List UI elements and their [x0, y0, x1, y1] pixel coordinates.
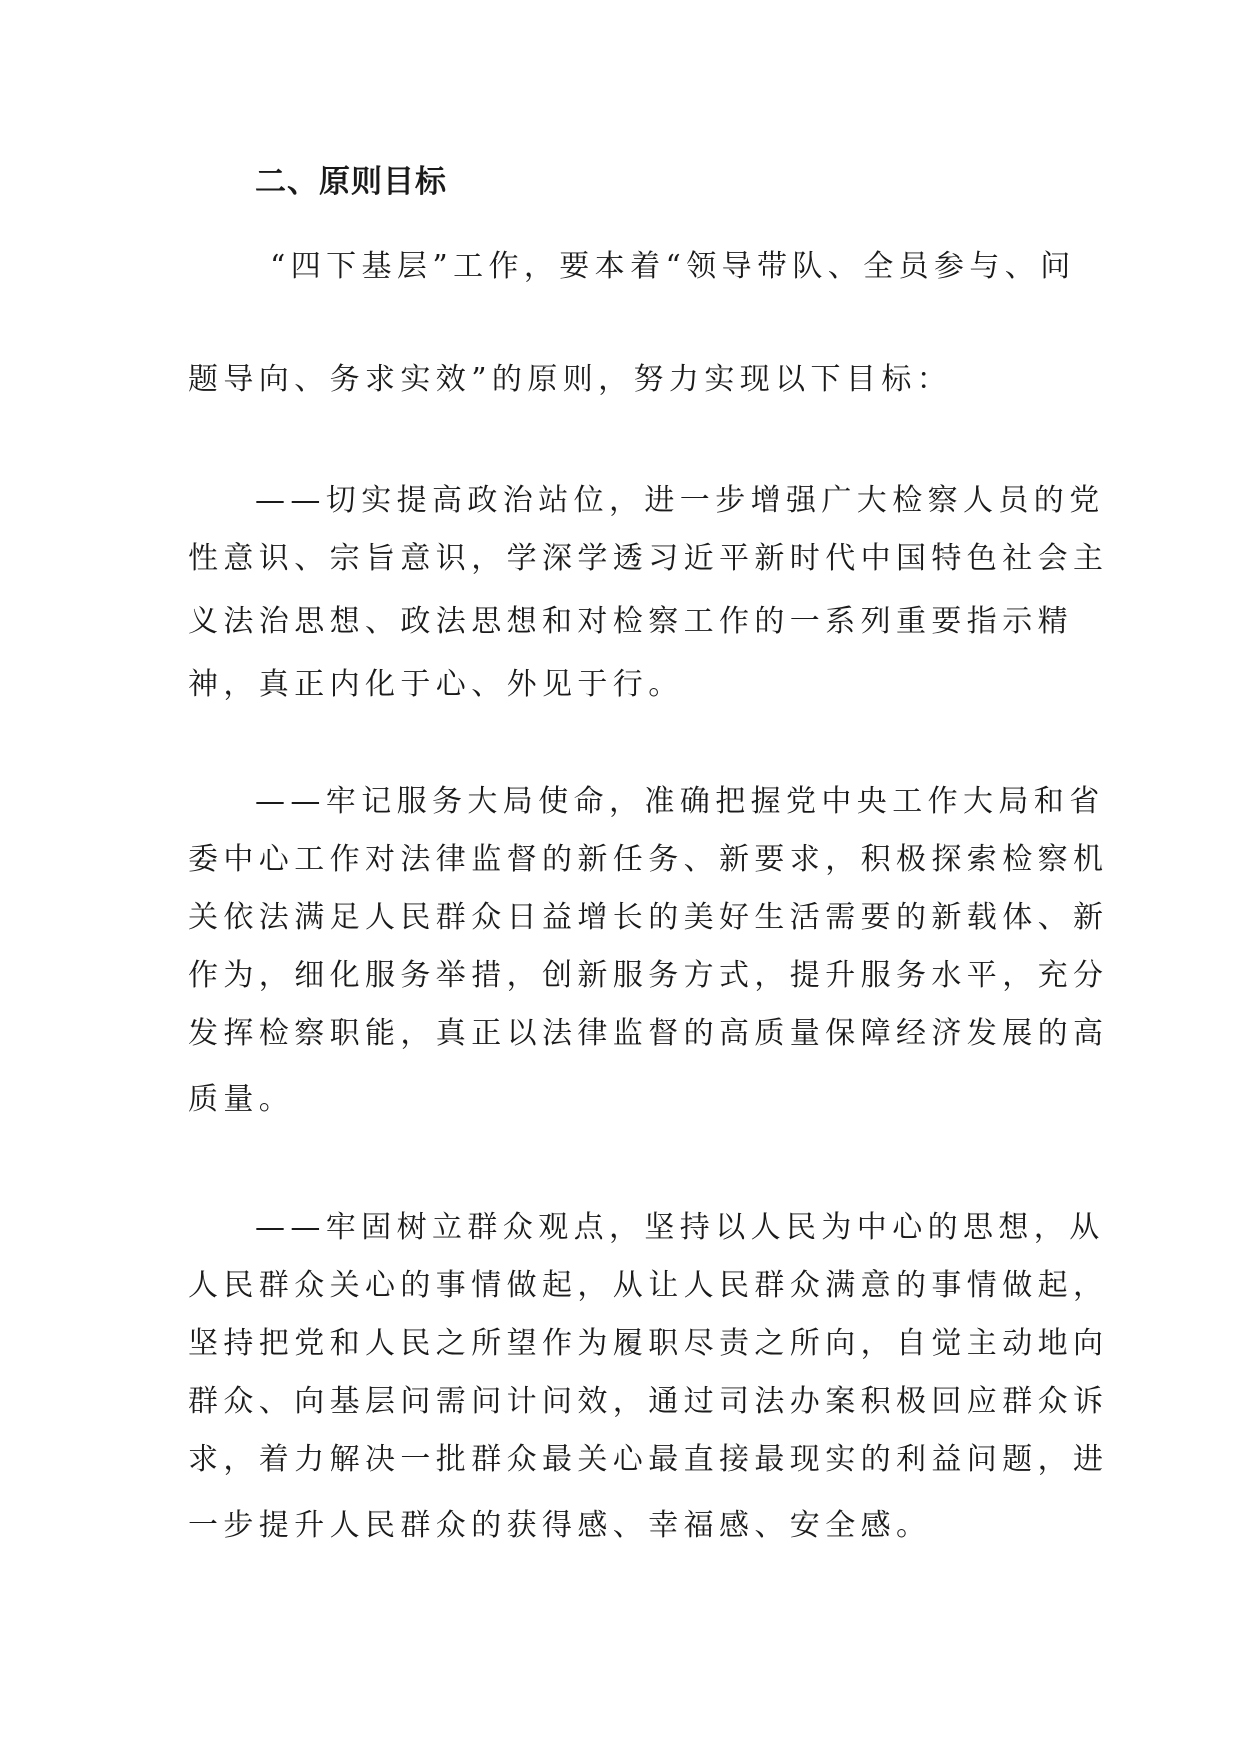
- paragraph-4-line-6: 一步提升人民群众的获得感、幸福感、安全感。: [188, 1508, 932, 1543]
- paragraph-1-line-2: 题导向、务求实效”的原则，努力实现以下目标：: [188, 362, 953, 397]
- paragraph-2-line-3: 义法治思想、政法思想和对检察工作的一系列重要指示精: [188, 604, 1073, 639]
- paragraph-3-line-6: 质量。: [188, 1082, 295, 1117]
- paragraph-2-line-2: 性意识、宗旨意识，学深学透习近平新时代中国特色社会主: [188, 541, 1109, 576]
- paragraph-4-line-5: 求，着力解决一批群众最关心最直接最现实的利益问题，进: [188, 1442, 1109, 1477]
- paragraph-1-line-1: “四下基层”工作，要本着“领导带队、全员参与、问: [270, 249, 1076, 284]
- paragraph-4-line-1: ——牢固树立群众观点，坚持以人民为中心的思想，从: [255, 1210, 1105, 1245]
- paragraph-3-line-4: 作为，细化服务举措，创新服务方式，提升服务水平，充分: [188, 958, 1109, 993]
- paragraph-4-line-2: 人民群众关心的事情做起，从让人民群众满意的事情做起，: [188, 1268, 1109, 1303]
- paragraph-3-line-1: ——牢记服务大局使命，准确把握党中央工作大局和省: [255, 784, 1105, 819]
- paragraph-3-line-3: 关依法满足人民群众日益增长的美好生活需要的新载体、新: [188, 900, 1109, 935]
- paragraph-3-line-5: 发挥检察职能，真正以法律监督的高质量保障经济发展的高: [188, 1016, 1109, 1051]
- paragraph-3-line-2: 委中心工作对法律监督的新任务、新要求，积极探索检察机: [188, 842, 1109, 877]
- paragraph-4-line-3: 坚持把党和人民之所望作为履职尽责之所向，自觉主动地向: [188, 1326, 1109, 1361]
- paragraph-2-line-4: 神，真正内化于心、外见于行。: [188, 667, 684, 702]
- paragraph-4-line-4: 群众、向基层问需问计问效，通过司法办案积极回应群众诉: [188, 1384, 1109, 1419]
- section-heading: 二、原则目标: [255, 164, 447, 200]
- paragraph-2-line-1: ——切实提高政治站位，进一步增强广大检察人员的党: [255, 483, 1105, 518]
